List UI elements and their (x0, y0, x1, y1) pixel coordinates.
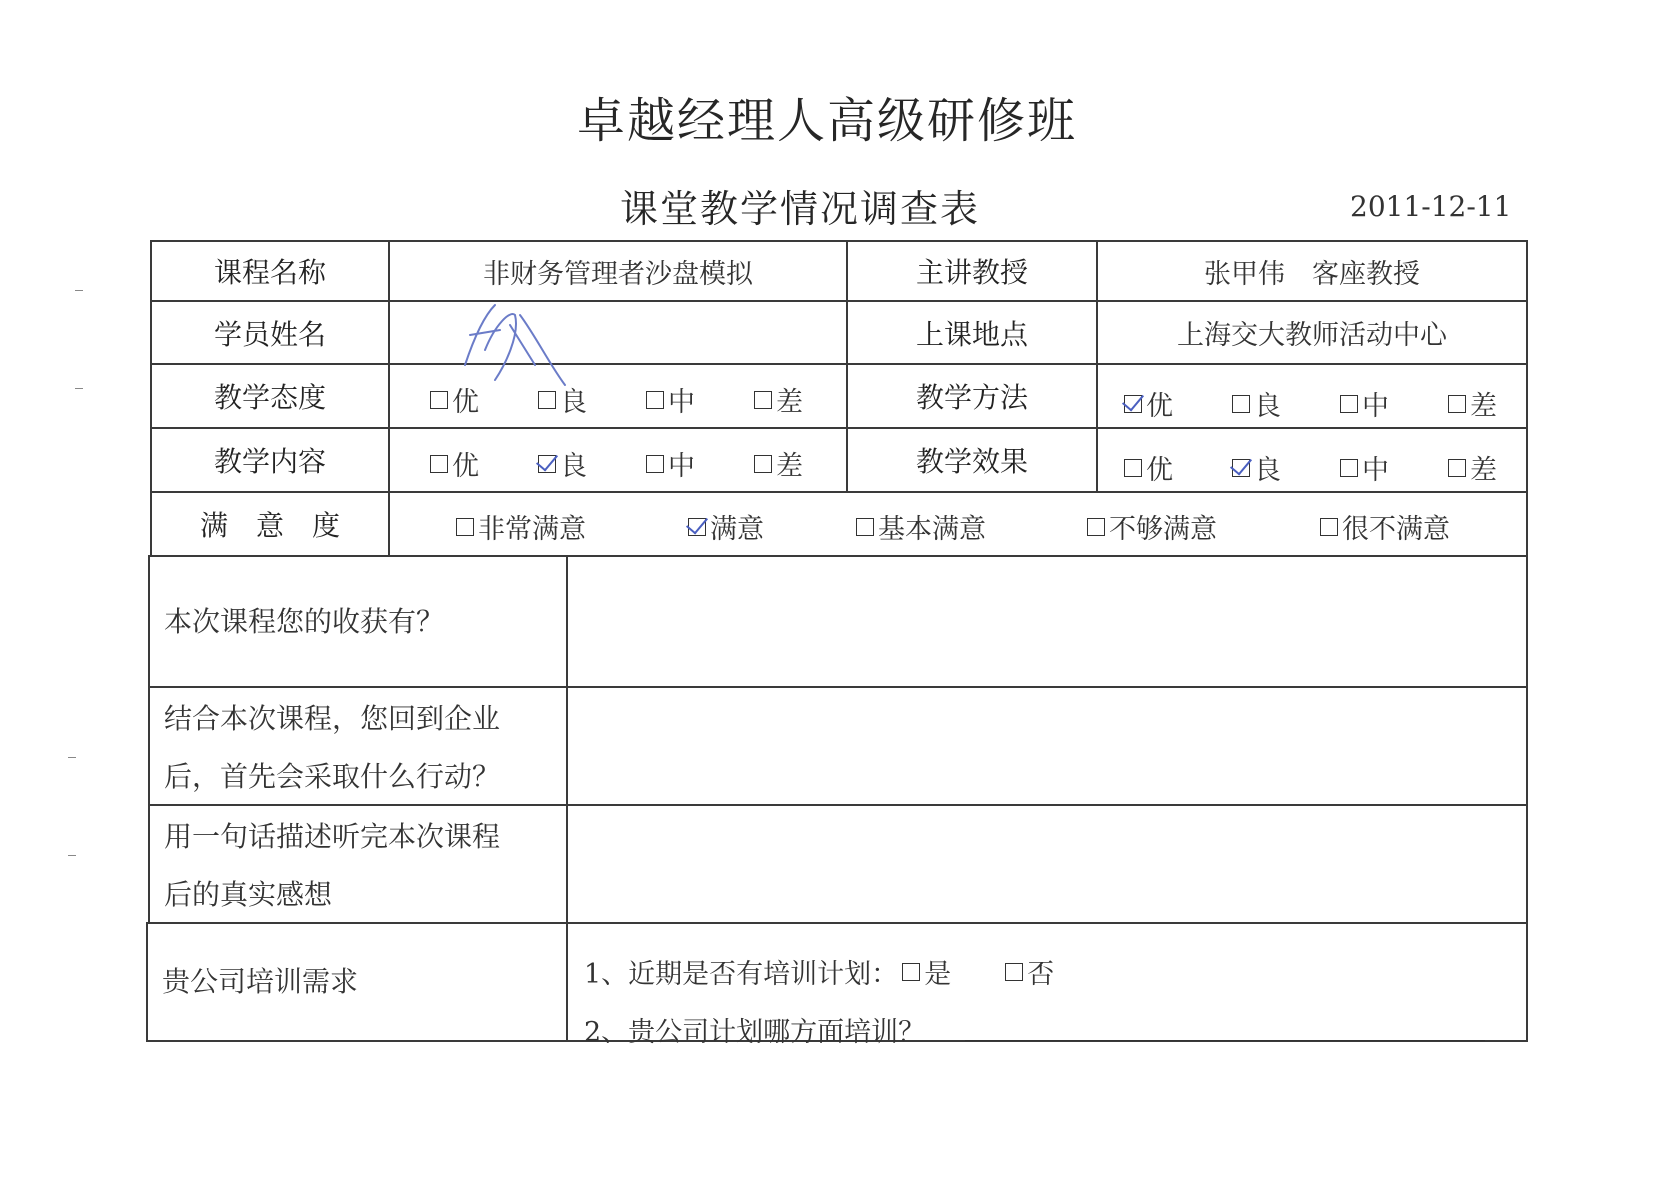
form-subtitle: 课堂教学情况调查表 (619, 187, 980, 231)
teaching-content-option-1-checkbox[interactable] (538, 455, 556, 473)
answer-gains-field[interactable] (566, 555, 1528, 688)
satisfaction-option-3-checkbox[interactable] (1087, 518, 1105, 536)
satisfaction-option-4[interactable] (1320, 507, 1450, 546)
teaching-content-option-2-label: 中 (668, 451, 695, 482)
label-teaching-effect: 教学效果 (846, 427, 1098, 493)
teaching-content-option-3-label: 差 (776, 451, 803, 482)
satisfaction-option-4-label: 很不满意 (1342, 514, 1450, 545)
teaching-effect-option-2-checkbox[interactable] (1340, 459, 1358, 477)
satisfaction-option-2[interactable] (856, 507, 986, 546)
label-satisfaction: 满 意 度 (150, 491, 390, 557)
teaching-content-option-2-checkbox[interactable] (646, 455, 664, 473)
question-gains: 本次课程您的收获有？ (148, 555, 568, 688)
teaching-effect-option-2-label: 中 (1362, 455, 1389, 486)
teaching-attitude-option-3-checkbox[interactable] (754, 391, 772, 409)
teaching-effect-option-1[interactable] (1232, 448, 1281, 487)
scan-mark (75, 290, 83, 291)
teaching-content-option-0-checkbox[interactable] (430, 455, 448, 473)
training-plan-no-label: 否 (1027, 959, 1055, 990)
scan-mark (68, 757, 76, 758)
answer-feelings-field[interactable] (566, 804, 1528, 924)
label-student-name: 学员姓名 (150, 300, 390, 365)
teaching-attitude-option-0-label: 优 (452, 387, 479, 418)
training-plan-no-checkbox[interactable] (1005, 963, 1023, 981)
teaching-method-option-0-label: 优 (1146, 391, 1173, 422)
teaching-content-option-3[interactable] (754, 444, 803, 483)
teaching-content-option-3-checkbox[interactable] (754, 455, 772, 473)
teaching-attitude-option-1-label: 良 (560, 387, 587, 418)
satisfaction-option-1-checkbox[interactable] (688, 518, 706, 536)
teaching-effect-option-1-label: 良 (1254, 455, 1281, 486)
teaching-attitude-option-0-checkbox[interactable] (430, 391, 448, 409)
satisfaction-option-0[interactable] (456, 507, 586, 546)
teaching-method-option-3-label: 差 (1470, 391, 1497, 422)
teaching-method-option-2-label: 中 (1362, 391, 1389, 422)
teaching-content-option-0-label: 优 (452, 451, 479, 482)
teaching-content-option-2[interactable] (646, 444, 695, 483)
satisfaction-option-0-checkbox[interactable] (456, 518, 474, 536)
label-teaching-method: 教学方法 (846, 363, 1098, 429)
label-teaching-attitude: 教学态度 (150, 363, 390, 429)
teaching-effect-option-0-checkbox[interactable] (1124, 459, 1142, 477)
location-value: 上海交大教师活动中心 (1096, 300, 1528, 365)
label-lecturer: 主讲教授 (846, 240, 1098, 302)
training-area-answer-line[interactable] (965, 1040, 1485, 1041)
teaching-method-option-1[interactable] (1232, 384, 1281, 423)
teaching-method-option-0-checkbox[interactable] (1124, 395, 1142, 413)
teaching-method-option-2[interactable] (1340, 384, 1389, 423)
teaching-effect-option-2[interactable] (1340, 448, 1389, 487)
training-plan-yes-label: 是 (924, 959, 952, 990)
teaching-effect-option-3-checkbox[interactable] (1448, 459, 1466, 477)
satisfaction-option-2-label: 基本满意 (878, 514, 986, 545)
teaching-attitude-option-2-label: 中 (668, 387, 695, 418)
teaching-content-option-1[interactable] (538, 444, 587, 483)
scan-mark (75, 388, 83, 389)
teaching-effect-option-1-checkbox[interactable] (1232, 459, 1250, 477)
satisfaction-option-0-label: 非常满意 (478, 514, 586, 545)
teaching-effect-option-0[interactable] (1124, 448, 1173, 487)
answer-actions-field[interactable] (566, 686, 1528, 806)
lecturer-value: 张甲伟 客座教授 (1096, 240, 1528, 302)
teaching-attitude-option-1[interactable] (538, 380, 587, 419)
training-area-question: 2、贵公司计划哪方面培训？ (584, 1017, 926, 1048)
question-actions: 结合本次课程，您回到企业 后，首先会采取什么行动？ (148, 686, 568, 806)
teaching-attitude-option-2[interactable] (646, 380, 695, 419)
teaching-attitude-option-0[interactable] (430, 380, 479, 419)
teaching-method-option-0[interactable] (1124, 384, 1173, 423)
satisfaction-option-1-label: 满意 (710, 514, 764, 545)
teaching-method-option-3[interactable] (1448, 384, 1497, 423)
course-name-value: 非财务管理者沙盘模拟 (388, 240, 848, 302)
teaching-method-option-1-checkbox[interactable] (1232, 395, 1250, 413)
teaching-method-option-1-label: 良 (1254, 391, 1281, 422)
teaching-content-option-0[interactable] (430, 444, 479, 483)
teaching-attitude-option-3-label: 差 (776, 387, 803, 418)
satisfaction-option-4-checkbox[interactable] (1320, 518, 1338, 536)
teaching-effect-option-0-label: 优 (1146, 455, 1173, 486)
teaching-method-option-2-checkbox[interactable] (1340, 395, 1358, 413)
label-course-name: 课程名称 (150, 240, 390, 302)
teaching-attitude-option-2-checkbox[interactable] (646, 391, 664, 409)
question-feelings: 用一句话描述听完本次课程 后的真实感想 (148, 804, 568, 924)
form-date: 2011-12-11 (1350, 190, 1512, 223)
teaching-content-option-1-label: 良 (560, 451, 587, 482)
satisfaction-option-3-label: 不够满意 (1109, 514, 1217, 545)
teaching-attitude-option-1-checkbox[interactable] (538, 391, 556, 409)
satisfaction-option-2-checkbox[interactable] (856, 518, 874, 536)
scan-mark (68, 855, 76, 856)
teaching-effect-option-3[interactable] (1448, 448, 1497, 487)
label-location: 上课地点 (846, 300, 1098, 365)
satisfaction-option-1[interactable] (688, 507, 764, 546)
teaching-method-option-3-checkbox[interactable] (1448, 395, 1466, 413)
satisfaction-option-3[interactable] (1087, 507, 1217, 546)
training-plan-question: 1、近期是否有培训计划： 是 否 (584, 952, 1054, 991)
label-teaching-content: 教学内容 (150, 427, 390, 493)
teaching-attitude-option-3[interactable] (754, 380, 803, 419)
teaching-effect-option-3-label: 差 (1470, 455, 1497, 486)
document-title: 卓越经理人高级研修班 (576, 93, 1077, 149)
question-training-needs: 贵公司培训需求 (146, 922, 568, 1042)
training-plan-yes-checkbox[interactable] (902, 963, 920, 981)
